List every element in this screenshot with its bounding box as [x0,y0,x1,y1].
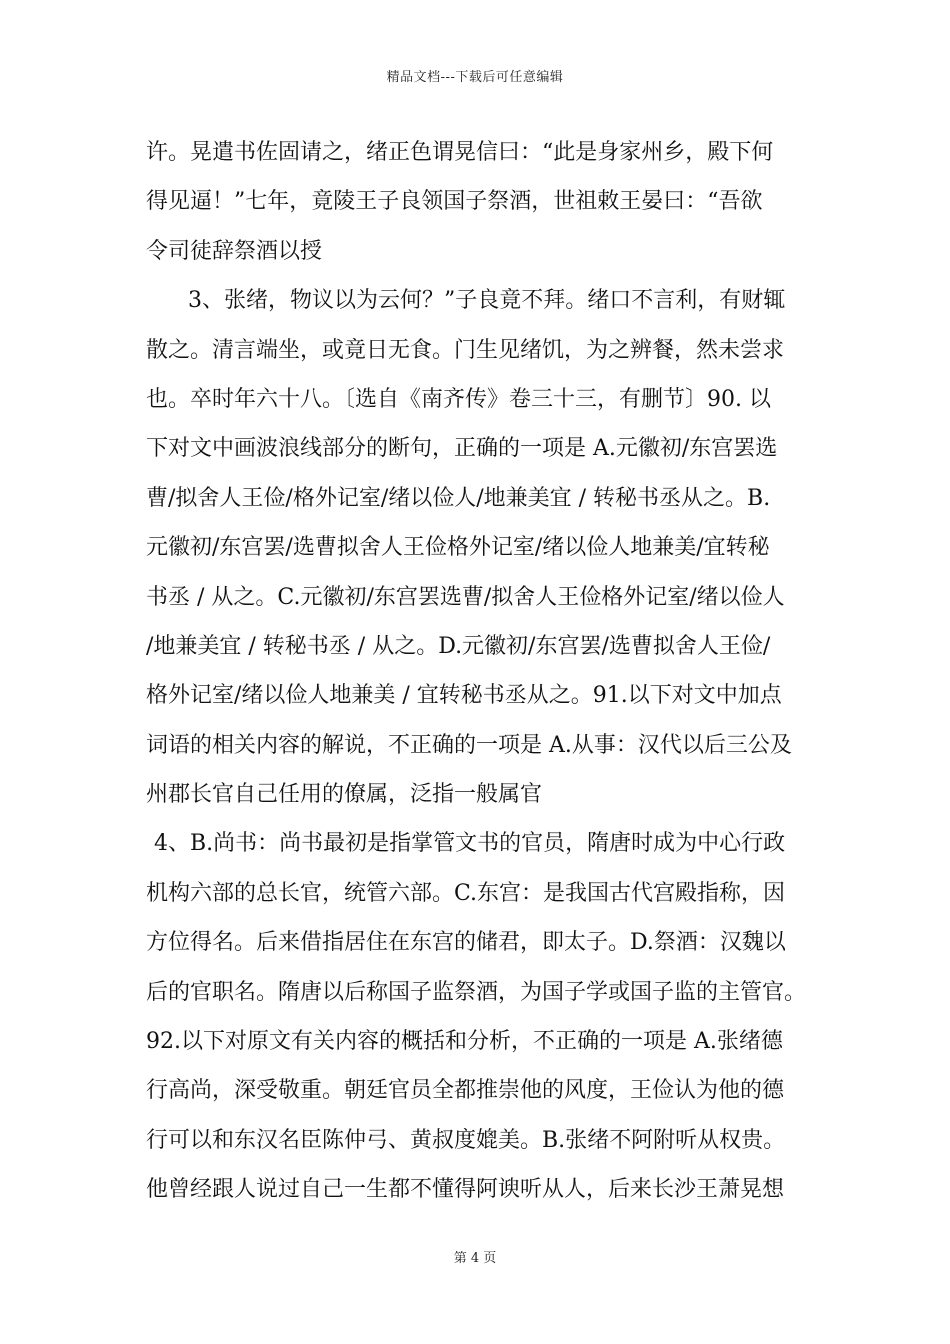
text-line: 州郡长官自己任用的僚属，泛指一般属官 [146,782,543,808]
text-line: 也。卒时年六十八。〔选自《南齐传》卷三十三，有删节〕90. 以 [146,386,771,412]
text-line: 令司徒辞祭酒以授 [146,238,323,264]
section-4-start-line: 4、B.尚书：尚书最初是指掌管文书的官员，隋唐时成为中心行政 [154,831,786,857]
text-line: 下对文中画波浪线部分的断句，正确的一项是 A.元徽初/东宫罢选 [146,436,778,462]
text-line: 词语的相关内容的解说，不正确的一项是 A.从事：汉代以后三公及 [146,732,792,758]
text-line: 机构六部的总长官，统管六部。C.东宫：是我国古代宫殿指称，因 [146,880,786,906]
text-line: 方位得名。后来借指居住在东宫的储君，即太子。D.祭酒：汉魏以 [146,930,786,956]
section-3-start-line: 3、张绪，物议以为云何？”子良竟不拜。绪口不言利，有财辄 [188,288,786,314]
document-body [146,128,836,1215]
text-line: 散之。清言端坐，或竟日无食。门生见绪饥，为之辨餐，然未尝求 [146,337,785,363]
text-line: 格外记室/绪以俭人地兼美 / 宜转秘书丞从之。91.以下对文中加点 [146,683,782,709]
text-line: 许。晃遣书佐固请之，绪正色谓晃信曰：“此是身家州乡，殿下何 [146,140,774,165]
text-line: /地兼美宜 / 转秘书丞 / 从之。D.元徽初/东宫罢/选曹拟舍人王俭/ [146,633,771,659]
text-line: 元徽初/东宫罢/选曹拟舍人王俭格外记室/绪以俭人地兼美/宜转秘 [146,535,770,561]
text-line: 后的官职名。隋唐以后称国子监祭酒，为国子学或国子监的主管官。 [146,979,807,1005]
page-number: 第 4 页 [453,1251,497,1266]
page-header: 精品文档---下载后可任意编辑 [386,70,564,85]
text-line: 92.以下对原文有关内容的概括和分析，不正确的一项是 A.张绪德 [146,1029,783,1055]
text-line: 得见逼！”七年，竟陵王子良领国子祭酒，世祖敕王晏曰：“吾欲 [146,189,763,215]
text-line: 行可以和东汉名臣陈仲弓、黄叔度媲美。B.张绪不阿附听从权贵。 [146,1127,786,1153]
text-line: 他曾经跟人说过自己一生都不懂得阿谀听从人，后来长沙王萧晃想 [146,1177,785,1203]
text-line: 曹/拟舍人王俭/格外记室/绪以俭人/地兼美宜 / 转秘书丞从之。B. [146,485,771,511]
text-line: 行高尚，深受敬重。朝廷官员全都推崇他的风度，王俭认为他的德 [146,1078,785,1104]
text-line: 书丞 / 从之。C.元徽初/东宫罢选曹/拟舍人王俭格外记室/绪以俭人 [146,584,785,610]
